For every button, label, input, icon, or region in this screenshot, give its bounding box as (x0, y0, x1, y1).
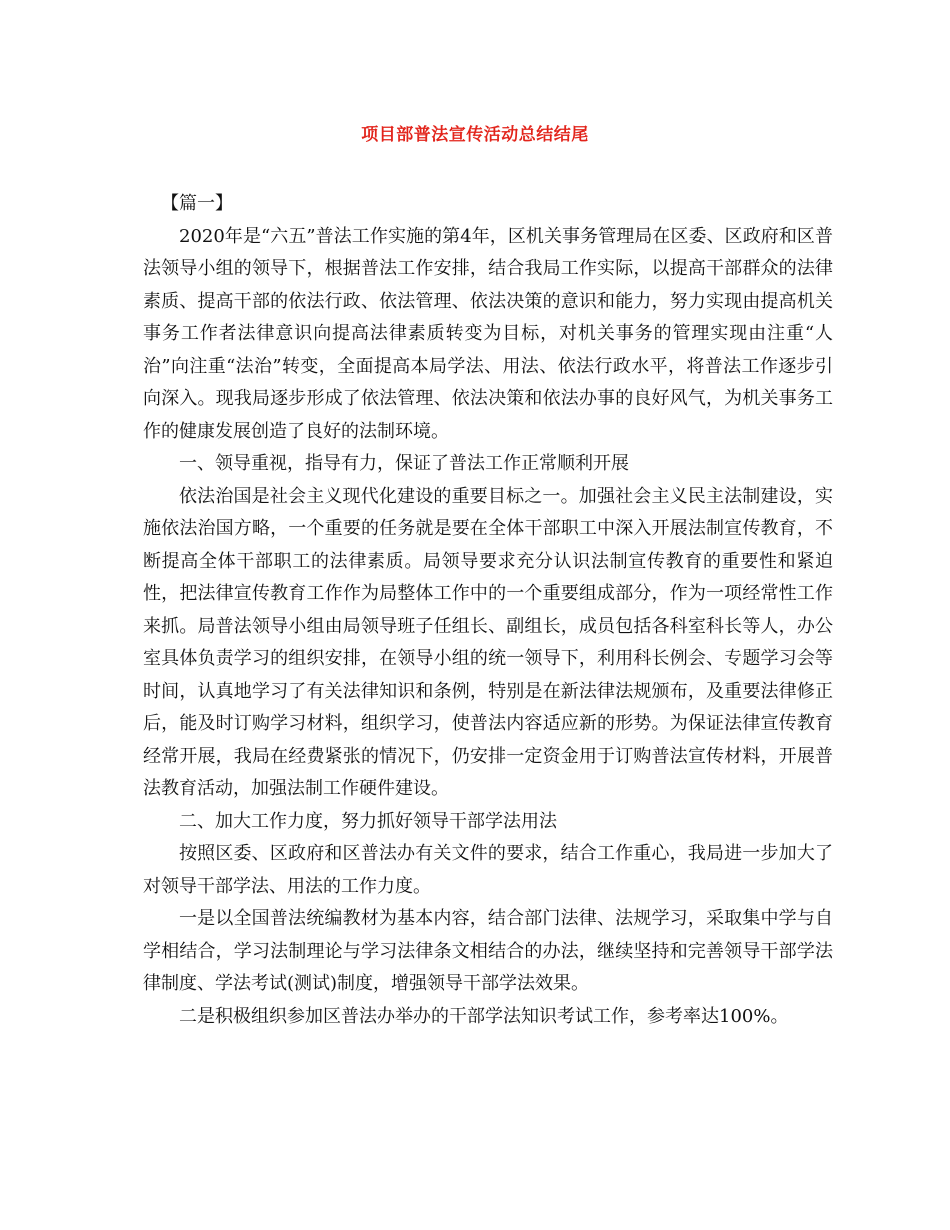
document-title: 项目部普法宣传活动总结结尾 (361, 125, 589, 145)
document-body (143, 188, 833, 1033)
paragraph-point-2: 二是积极组织参加区普法办举办的干部学法知识考试工作，参考率达100%。 (179, 1005, 789, 1027)
heading-section-2: 二、加大工作力度，努力抓好领导干部学法用法 (179, 810, 557, 832)
paragraph-intro: 2020年是“六五”普法工作实施的第4年，区机关事务管理局在区委、区政府和区普法领导小组的领导下，根据普法工作安排，结合我局工作实际，以提高干部群众的法律素质、提高干部的依法行政、依法管理、依法决策的意识和能力，努力实现由提高机关事务工作者法律意识向提高法律素质转变为目标，对机关事务的管理实现由注重“人治”向注重“法治”转变，全面提高本局学法、用法、依法行政水平，将普法工作逐步引向深入。现我局逐步形成了依法管理、依法决策和依法办事的良好风气，为机关事务工作的健康发展创造了良好的法制环境。 (143, 225, 833, 442)
paragraph-section-2: 按照区委、区政府和区普法办有关文件的要求，结合工作重心，我局进一步加大了对领导干部学法、用法的工作力度。 (143, 843, 833, 897)
section-label: 【篇一】 (161, 193, 233, 214)
heading-section-1: 一、领导重视，指导有力，保证了普法工作正常顺利开展 (179, 453, 629, 474)
paragraph-section-1: 依法治国是社会主义现代化建设的重要目标之一。加强社会主义民主法制建设，实施依法治国方略，一个重要的任务就是要在全体干部职工中深入开展法制宣传教育，不断提高全体干部职工的法律素质。局领导要求充分认识法制宣传教育的重要性和紧迫性，把法律宣传教育工作作为局整体工作中的一个重要组成部分，作为一项经常性工作来抓。局普法领导小组由局领导班子任组长、副组长，成员包括各科室科长等人，办公室具体负责学习的组织安排，在领导小组的统一领导下，利用科长例会、专题学习会等时间，认真地学习了有关法律知识和条例，特别是在新法律法规颁布，及重要法律修正后，能及时订购学习材料，组织学习，使普法内容适应新的形势。为保证法律宣传教育经常开展，我局在经费紧张的情况下，仍安排一定资金用于订购普法宣传材料，开展普法教育活动，加强法制工作硬件建设。 (143, 485, 833, 799)
paragraph-point-1: 一是以全国普法统编教材为基本内容，结合部门法律、法规学习，采取集中学与自学相结合，学习法制理论与学习法律条文相结合的办法，继续坚持和完善领导干部学法律制度、学法考试(测试)制度，增强领导干部学法效果。 (143, 908, 833, 994)
